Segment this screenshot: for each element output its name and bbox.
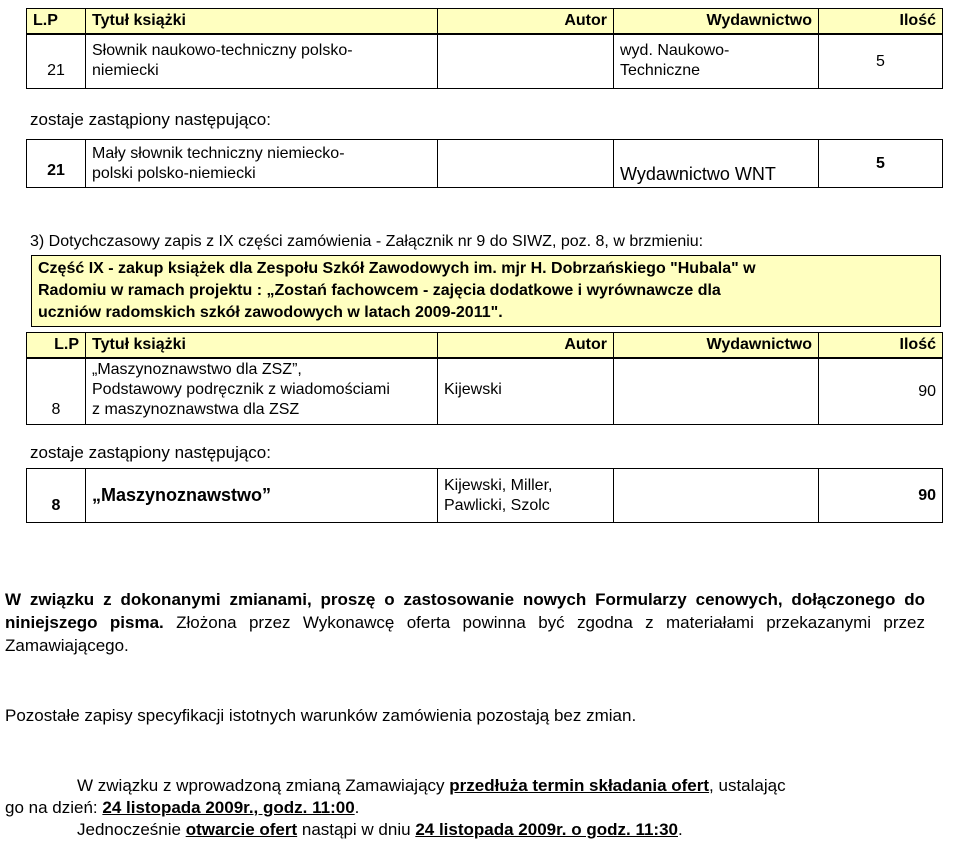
- notice-bold: W związku z dokonanymi zmianami, proszę o zastosowanie nowych Formularzy cenowych, dołączonego do niniejszego pisma.: [5, 590, 925, 632]
- header2-publisher: Wydawnictwo: [614, 333, 819, 358]
- new-publisher: Wydawnictwo WNT: [614, 140, 819, 188]
- remaining-note: Pozostałe zapisy specyfikacji istotnych warunków zamówienia pozostają bez zmian.: [5, 706, 637, 725]
- table2-header: [26, 332, 943, 358]
- new-author: [438, 140, 614, 188]
- deadline-extension: przedłuża termin składania ofert: [449, 776, 710, 795]
- new-lp: 21: [27, 140, 86, 188]
- old2-title: „Maszynoznawstwo dla ZSZ”, Podstawowy podręcznik z wiadomościami z maszynoznawstwa dla ZSZ: [86, 359, 438, 425]
- replaced-label-1: zostaje zastąpiony następująco:: [30, 110, 271, 129]
- opening-date: 24 listopada 2009r. o godz. 11:30: [415, 820, 678, 839]
- old2-qty: 90: [819, 359, 943, 425]
- header2-author: Autor: [438, 333, 614, 358]
- new2-qty: 90: [819, 469, 943, 523]
- header2-lp: L.P: [27, 333, 86, 358]
- box-line-2: Radomiu w ramach projektu : „Zostań fachowcem - zajęcia dodatkowe i wyrównawcze dla: [38, 282, 721, 299]
- header-publisher: Wydawnictwo: [614, 9, 819, 34]
- deadline-date: 24 listopada 2009r., godz. 11:00: [102, 798, 355, 817]
- notice-normal: Złożona przez Wykonawcę oferta powinna być zgodna z materiałami przekazanymi przez Zamawiającego.: [5, 613, 925, 655]
- old-author: [438, 35, 614, 89]
- header-author: Autor: [438, 9, 614, 34]
- table2-old-row: [26, 358, 943, 425]
- new2-author: Kijewski, Miller, Pawlicki, Szolc: [438, 469, 614, 523]
- old-publisher: wyd. Naukowo- Techniczne: [614, 35, 819, 89]
- notice-paragraph: [5, 588, 925, 657]
- new2-publisher: [614, 469, 819, 523]
- header2-title: Tytuł książki: [86, 333, 438, 358]
- new-title: Mały słownik techniczny niemiecko- polski polsko-niemiecki: [86, 140, 438, 188]
- deadline-line-1: W związku z wprowadzoną zmianą Zamawiający przedłuża termin składania ofert, ustalając: [77, 776, 786, 795]
- replaced-label-2: zostaje zastąpiony następująco:: [30, 443, 271, 462]
- header-title: Tytuł książki: [86, 9, 438, 34]
- new-qty: 5: [819, 140, 943, 188]
- table1-new-row: [26, 139, 943, 188]
- deadline-line-3: Jednocześnie otwarcie ofert nastąpi w dniu 24 listopada 2009r. o godz. 11:30.: [77, 820, 683, 839]
- old-qty: 5: [819, 35, 943, 89]
- new2-title: „Maszynoznawstwo”: [86, 469, 438, 523]
- deadline-line-2: go na dzień: 24 listopada 2009r., godz. 11:00.: [5, 798, 360, 817]
- section3-intro: 3) Dotychczasowy zapis z IX części zamówienia - Załącznik nr 9 do SIWZ, poz. 8, w brzmieniu:: [30, 233, 704, 250]
- old-lp: 21: [27, 35, 86, 89]
- old-title: Słownik naukowo-techniczny polsko- niemiecki: [86, 35, 438, 89]
- box-line-1: Część IX - zakup książek dla Zespołu Szkół Zawodowych im. mjr H. Dobrzańskiego "Hubala" w: [38, 260, 756, 277]
- table1-old-row: [26, 34, 943, 89]
- old2-author: Kijewski: [438, 359, 614, 425]
- section3-box: [31, 255, 941, 327]
- table1-header: [26, 8, 943, 34]
- header-lp: L.P: [27, 9, 86, 34]
- new2-lp: 8: [27, 469, 86, 523]
- table2-new-row: [26, 468, 943, 523]
- old2-lp: 8: [27, 359, 86, 425]
- old2-publisher: [614, 359, 819, 425]
- header-qty: Ilość: [819, 9, 943, 34]
- header2-qty: Ilość: [819, 333, 943, 358]
- opening-label: otwarcie ofert: [185, 820, 298, 839]
- box-line-3: uczniów radomskich szkół zawodowych w latach 2009-2011".: [38, 304, 503, 321]
